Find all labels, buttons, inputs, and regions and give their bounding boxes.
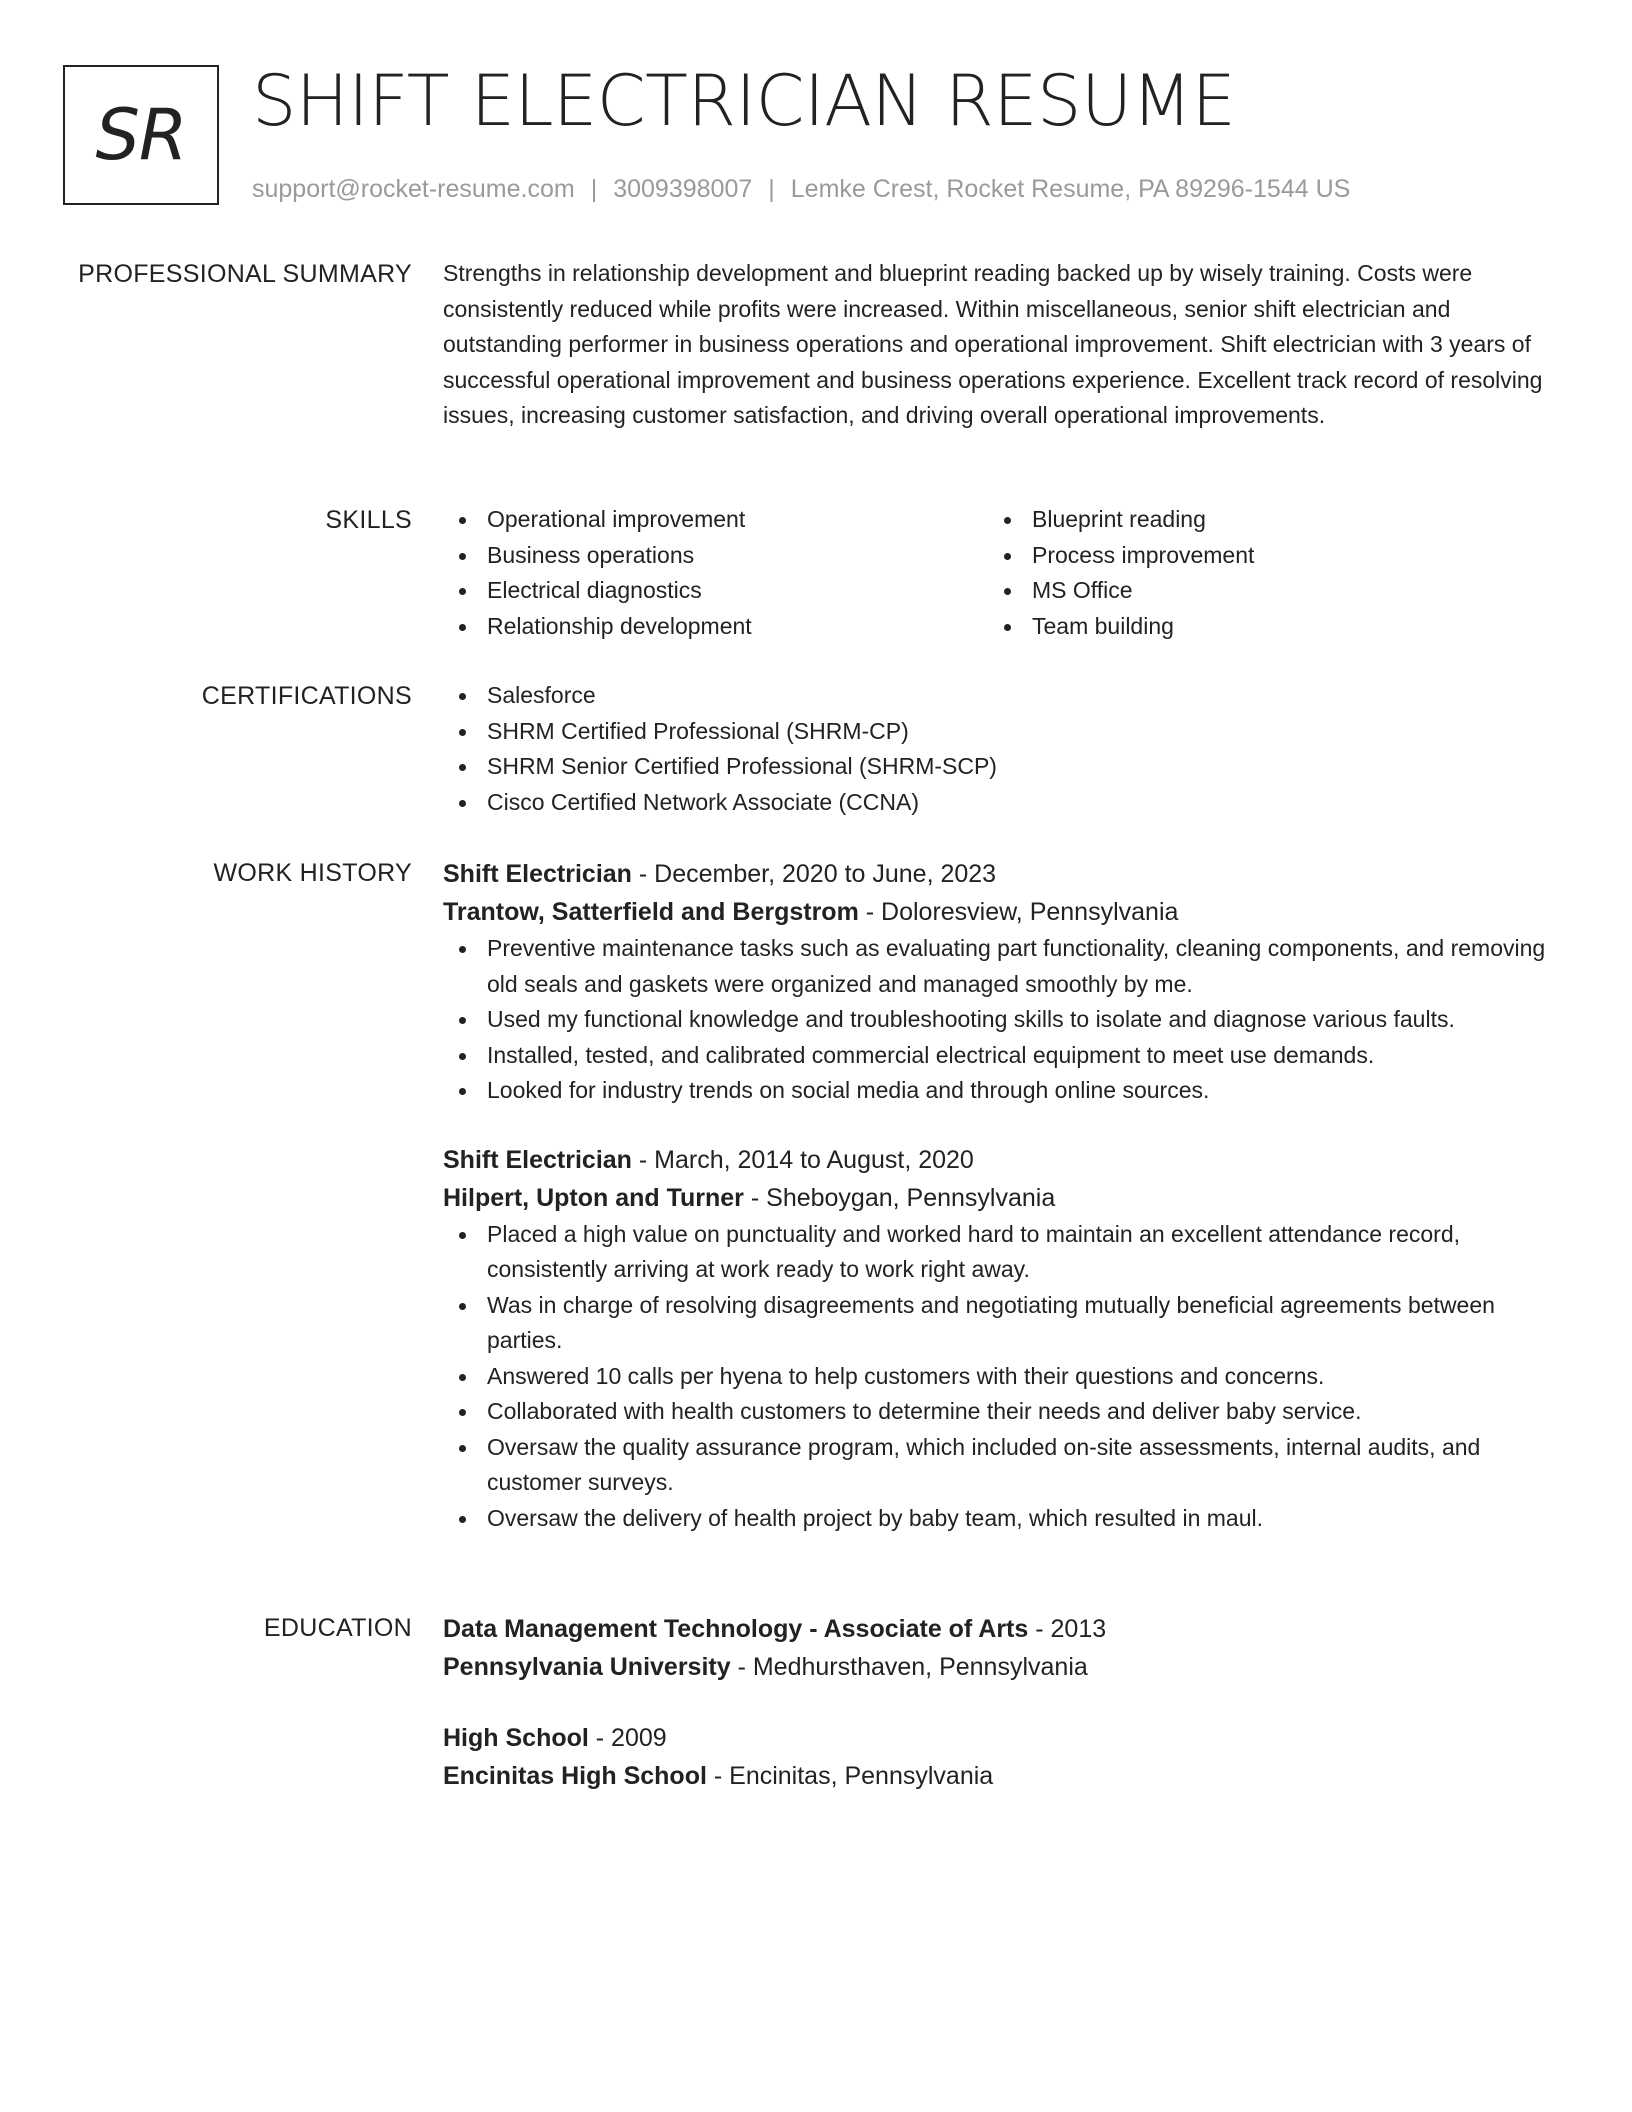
education-school-line xyxy=(443,1757,1563,1795)
contact-address: Lemke Crest, Rocket Resume, PA 89296-1544 US xyxy=(790,175,1351,203)
certifications-list xyxy=(443,678,1563,820)
job-company: Hilpert, Upton and Turner xyxy=(443,1183,744,1212)
education-school-line xyxy=(443,1648,1563,1686)
education-degree-line xyxy=(443,1610,1563,1648)
job-duties-list xyxy=(443,1217,1563,1537)
job-entry xyxy=(443,855,1563,1109)
education-body xyxy=(443,1610,1563,1795)
job-location: - Sheboygan, Pennsylvania xyxy=(743,1183,1056,1212)
certification-item: Salesforce xyxy=(443,678,1563,714)
certification-item: SHRM Senior Certified Professional (SHRM-SCP) xyxy=(443,749,1563,785)
job-title: Shift Electrician xyxy=(443,860,632,888)
education-degree: High School xyxy=(443,1724,589,1752)
skills-column-right xyxy=(988,502,1533,644)
education-entry xyxy=(443,1719,1563,1795)
education-school: Pennsylvania University xyxy=(443,1653,731,1681)
section-label-education: EDUCATION xyxy=(263,1614,412,1642)
section-label-work-history: WORK HISTORY xyxy=(213,859,412,887)
skill-item: MS Office xyxy=(988,573,1533,609)
job-duties-list xyxy=(443,931,1563,1109)
job-company-line xyxy=(443,893,1563,931)
education-year: - 2013 xyxy=(1028,1615,1107,1643)
skill-item: Business operations xyxy=(443,538,988,574)
contact-separator: | xyxy=(590,175,598,203)
job-dates: - December, 2020 to June, 2023 xyxy=(631,860,997,888)
education-degree-line xyxy=(443,1719,1563,1757)
education-school: Encinitas High School xyxy=(443,1762,707,1790)
education-degree: Data Management Technology - Associate of Arts xyxy=(443,1615,1029,1643)
job-title-line xyxy=(443,855,1563,893)
skills-body xyxy=(443,502,1563,644)
skill-item: Process improvement xyxy=(988,538,1533,574)
monogram-initials: SR xyxy=(95,94,187,176)
education-location: - Medhursthaven, Pennsylvania xyxy=(730,1653,1088,1681)
resume-title: SHIFT ELECTRICIAN RESUME xyxy=(252,60,1236,142)
job-duty-item: Placed a high value on punctuality and worked hard to maintain an excellent attendance record, consistently arriving at work ready to work right away. xyxy=(443,1217,1563,1288)
job-title: Shift Electrician xyxy=(443,1145,632,1174)
job-duty-item: Was in charge of resolving disagreements and negotiating mutually beneficial agreements between parties. xyxy=(443,1288,1563,1359)
job-duty-item: Collaborated with health customers to determine their needs and deliver baby service. xyxy=(443,1394,1563,1430)
skill-item: Team building xyxy=(988,609,1533,645)
job-duty-item: Oversaw the delivery of health project by baby team, which resulted in maul. xyxy=(443,1501,1563,1537)
job-entry xyxy=(443,1141,1563,1537)
education-location: - Encinitas, Pennsylvania xyxy=(706,1762,994,1790)
job-duty-item: Looked for industry trends on social media and through online sources. xyxy=(443,1073,1563,1109)
job-duty-item: Preventive maintenance tasks such as evaluating part functionality, cleaning components, and removing old seals and gaskets were organized and managed smoothly by me. xyxy=(443,931,1563,1002)
contact-line xyxy=(252,172,1350,206)
monogram-box xyxy=(63,65,219,205)
skill-item: Operational improvement xyxy=(443,502,988,538)
job-duty-item: Used my functional knowledge and troubleshooting skills to isolate and diagnose various faults. xyxy=(443,1002,1563,1038)
certification-item: SHRM Certified Professional (SHRM-CP) xyxy=(443,714,1563,750)
skills-grid xyxy=(443,502,1563,644)
skills-column-left xyxy=(443,502,988,644)
job-company: Trantow, Satterfield and Bergstrom xyxy=(443,898,859,926)
skill-item: Electrical diagnostics xyxy=(443,573,988,609)
summary-body xyxy=(443,256,1563,434)
job-location: - Doloresview, Pennsylvania xyxy=(858,898,1179,926)
summary-text: Strengths in relationship development and blueprint reading backed up by wisely training. Costs were consistently reduced while profits were increased. Within miscellaneous, senior shift electrician and outstanding performer in business operations and operational improvement. Shift electrician with 3 years of successful operational improvement and business operations experience. Excellent track record of resolving issues, increasing customer satisfaction, and driving overall operational improvements. xyxy=(443,260,1543,428)
education-entry xyxy=(443,1610,1563,1686)
section-label-certifications: CERTIFICATIONS xyxy=(201,682,412,710)
certifications-body xyxy=(443,678,1563,820)
contact-separator: | xyxy=(768,175,775,203)
section-label-summary: PROFESSIONAL SUMMARY xyxy=(78,260,412,288)
skill-item: Blueprint reading xyxy=(988,502,1533,538)
contact-email: support@rocket-resume.com xyxy=(252,175,575,203)
job-company-line xyxy=(443,1179,1563,1217)
section-label-skills: SKILLS xyxy=(325,506,412,534)
education-year: - 2009 xyxy=(588,1724,667,1752)
job-dates: - March, 2014 to August, 2020 xyxy=(631,1145,974,1174)
job-duty-item: Answered 10 calls per hyena to help customers with their questions and concerns. xyxy=(443,1359,1563,1395)
work-history-body xyxy=(443,855,1563,1536)
contact-phone: 3009398007 xyxy=(613,175,753,203)
job-duty-item: Oversaw the quality assurance program, which included on-site assessments, internal audits, and customer surveys. xyxy=(443,1430,1563,1501)
skill-item: Relationship development xyxy=(443,609,988,645)
job-duty-item: Installed, tested, and calibrated commercial electrical equipment to meet use demands. xyxy=(443,1038,1563,1074)
job-title-line xyxy=(443,1141,1563,1179)
certification-item: Cisco Certified Network Associate (CCNA) xyxy=(443,785,1563,821)
